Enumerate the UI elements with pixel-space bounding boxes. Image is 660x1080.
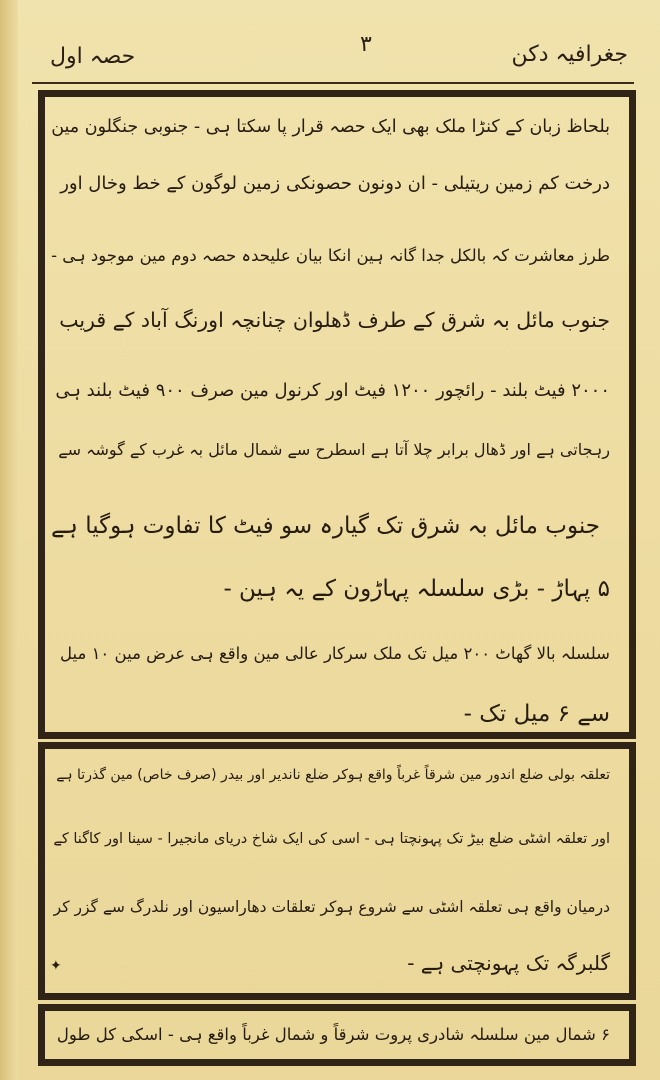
body-line-4: جنوب مائل بہ شرق کے طرف ڈھلوان چنانچہ اورنگ آباد کے قریب	[59, 308, 610, 332]
body-line-10: سے ۶ میل تک -	[463, 701, 610, 727]
header-book-title: جغرافیہ دکن	[511, 42, 628, 67]
body-line-9: سلسلہ بالا گھاٹ ۲۰۰ میل تک ملک سرکار عالی مین واقع ہی عرض مین ۱۰ میل	[60, 644, 610, 663]
margin-mark: ✦	[50, 958, 62, 974]
body-line-1: بلحاظ زبان کے کنڑا ملک بھی ایک حصہ قرار پا سکتا ہی - جنوبی جنگلون مین	[51, 117, 610, 137]
body-line-7: جنوب مائل بہ شرق تک گیارہ سو فیٹ کا تفاوت ہوگیا ہے	[50, 513, 600, 539]
body-line-6: رہجاتی ہے اور ڈھال برابر چلا آتا ہے اسطرح سے شمال مائل بہ غرب کے گوشہ سے	[58, 440, 610, 459]
footnote-line-3: درمیان واقع ہی تعلقہ اشٹی سے شروع ہوکر تعلقات دھاراسیون اور نلدرگ سے گزر کر	[53, 898, 610, 916]
header-part-title: حصہ اول	[50, 44, 136, 69]
page-number: ۳	[360, 32, 372, 57]
body-line-5: ۲۰۰۰ فیٹ بلند - رائچور ۱۲۰۰ فیٹ اور کرنول مین صرف ۹۰۰ فیٹ بلند ہی	[55, 380, 610, 401]
body-line-8: ۵ پہاڑ - بڑی سلسلہ پہاڑون کے یہ ہین -	[223, 576, 610, 602]
footnote-line-4: گلبرگہ تک پہونچتی ہے -	[407, 951, 610, 975]
body-line-2: درخت کم زمین ریتیلی - ان دونون حصونکی زمین لوگون کے خط وخال اور	[60, 173, 610, 194]
footnote-line-2: اور تعلقہ اشٹی ضلع بیڑ تک پہونچتا ہی - اسی کی ایک شاخ دریای مانجیرا - سینا اور کاگنا کے	[53, 831, 610, 847]
header-rule	[32, 82, 634, 84]
bottom-line: ۶ شمال مین سلسلہ شادری پروت شرقاً و شمال غرباً واقع ہی - اسکی کل طول	[56, 1025, 610, 1044]
page-binding-edge	[0, 0, 18, 1080]
body-line-3: طرز معاشرت کہ بالکل جدا گانہ ہین انکا بیان علیحدہ حصہ دوم مین موجود ہی -	[51, 246, 610, 265]
running-header	[30, 32, 638, 80]
footnote-line-1: تعلقہ بولی ضلع اندور مین شرقاً غرباً واقع ہوکر ضلع ناندیر اور بیدر (صرف خاص) مین گذرتا ہے	[56, 767, 610, 783]
